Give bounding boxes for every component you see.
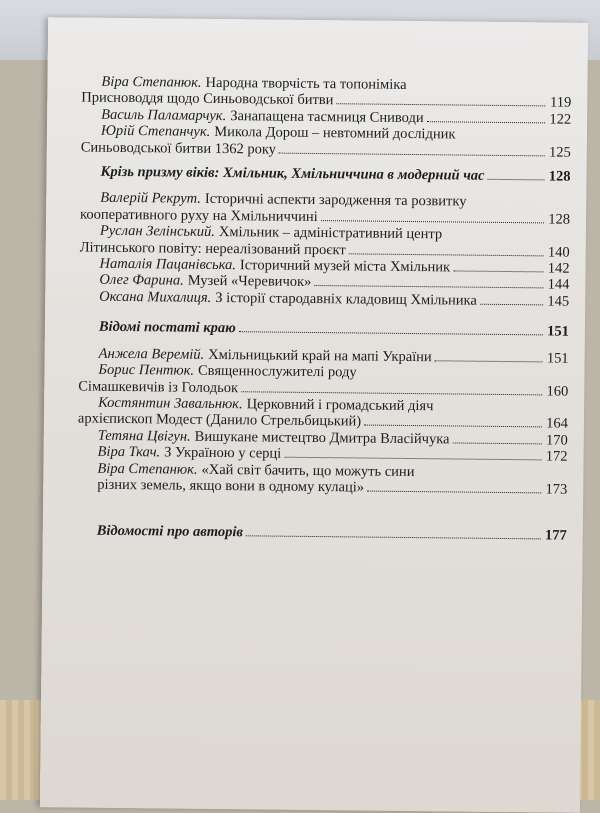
toc-title: Вишукане мистецтво Дмитра Власійчука [194,428,450,448]
dot-leader [367,490,541,493]
toc-title: З історії стародавніх кладовищ Хмільника [215,289,477,309]
section-title: Відомості про авторів [96,523,244,541]
toc-author: Валерій Рекрут. [100,190,202,208]
toc-title: Історичні аспекти зародження та розвитку [204,191,467,211]
dot-leader [336,104,545,107]
toc-title: Літинського повіту: нереалізований проєкт [79,239,346,258]
toc-title: Хмільник – адміністративний центр [218,224,443,243]
toc-title: Присноводдя щодо Синьоводської битви [81,89,334,109]
toc-entry [81,74,571,112]
toc-title: Священнослужителі роду [197,362,357,381]
table-of-contents [77,74,572,555]
toc-page-number: 151 [547,323,569,340]
toc-page-number: 125 [548,144,571,161]
toc-page-number: 145 [547,293,570,310]
dot-leader [427,121,545,123]
toc-entry [78,362,568,400]
toc-title: «Хай світ бачить, що можуть сини [201,461,415,480]
toc-page-number: 144 [547,276,570,294]
dot-leader [241,391,542,395]
dot-leader [349,253,544,256]
toc-page-number: 172 [545,448,568,465]
toc-title: З Україною у серці [164,444,282,462]
toc-author: Анжела Веремій. [98,345,205,363]
dot-leader [279,152,545,156]
toc-title: різних земель, якщо вони в одному кулаці» [97,476,365,496]
toc-author: Руслан Зелінський. [99,222,216,241]
toc-page-number: 164 [546,415,569,432]
toc-page-number: 177 [544,527,567,544]
toc-section-heading [77,523,567,545]
dot-leader [453,271,543,273]
dot-leader [246,536,541,540]
toc-page-number: 151 [546,350,569,367]
toc-author: Василь Паламарчук. [101,106,227,124]
toc-author: Віра Степанюк. [101,73,202,91]
dot-leader [284,457,541,461]
dot-leader [480,304,543,306]
toc-page-number: 142 [547,260,570,277]
toc-page-number: 119 [549,94,572,112]
toc-author: Наталія Пацанівська. [99,255,237,274]
toc-title: Церковний і громадський діяч [246,396,434,415]
section-title: Відомі постаті краю [98,319,236,337]
toc-page-number: 160 [546,382,569,400]
toc-title: Музей «Черевичок» [187,273,312,291]
book-page [40,17,588,813]
toc-title: Хмільницький край на мапі України [208,346,432,365]
toc-entry [78,394,568,432]
toc-section-heading [80,164,570,186]
toc-title: Історичний музей міста Хмільник [239,257,451,276]
dot-leader [452,442,541,444]
dot-leader [314,285,543,288]
dot-leader [488,179,545,181]
toc-title: Синьоводської битви 1362 року [80,139,277,158]
toc-entry [80,223,570,261]
dot-leader [364,425,542,428]
toc-title: Народна творчість та топоніміка [205,74,407,93]
toc-page-number: 128 [548,211,571,228]
dot-leader [321,220,544,223]
toc-author: Костянтин Завальнюк. [98,394,243,413]
dot-leader [435,360,543,362]
toc-title: Сімашкевичів із Голодьок [78,378,239,396]
toc-title: архієпископ Модест (Данило Стрельбицький) [77,410,362,430]
toc-author: Борис Пентюк. [98,361,195,379]
section-title: Крізь призму віків: Хмільник, Хмільниччина в модерний час [100,163,485,184]
toc-author: Віра Степанюк. [97,460,198,478]
toc-author: Юрій Степанчук. [100,122,211,141]
toc-page-number: 170 [545,432,568,449]
toc-page-number: 122 [549,111,572,128]
toc-entry [80,190,570,228]
toc-section-heading [79,319,569,341]
toc-title: Микола Дорош – невтомний дослідник [214,124,456,143]
toc-page-number: 173 [545,481,568,498]
toc-author: Оксана Михалиця. [99,288,212,306]
toc-author: Тетяна Цвігун. [97,427,191,445]
toc-entry [81,123,571,161]
toc-page-number: 128 [548,168,571,185]
toc-title: кооперативного руху на Хмільниччині [80,206,318,225]
toc-entry [77,460,567,498]
toc-author: Віра Ткач. [97,443,161,461]
toc-page-number: 140 [547,244,570,261]
dot-leader [239,331,543,335]
toc-title: Занапащена тасмниця Сниводи [230,107,424,126]
toc-author: Олег Фарина. [99,272,184,290]
